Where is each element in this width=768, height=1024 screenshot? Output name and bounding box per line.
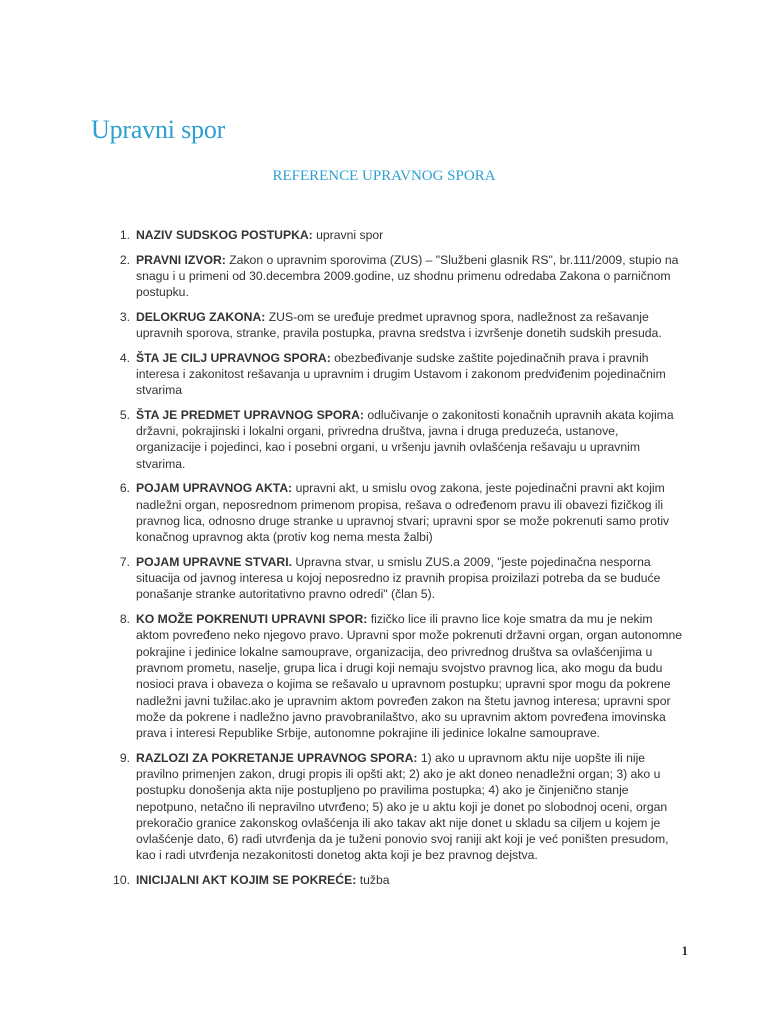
item-term: INICIJALNI AKT KOJIM SE POKREĆE:	[136, 873, 357, 888]
page-number: 1	[681, 943, 688, 958]
item-text: tužba	[356, 873, 390, 888]
item-term: RAZLOZI ZA POKRETANJE UPRAVNOG SPORA:	[136, 750, 418, 765]
item-term: POJAM UPRAVNE STVARI.	[136, 554, 292, 569]
item-term: KO MOŽE POKRENUTI UPRAVNI SPOR:	[136, 612, 368, 627]
list-item	[106, 611, 686, 741]
item-term: PRAVNI IZVOR:	[136, 252, 226, 267]
item-text: fizičko lice ili pravno lice koje smatra da mu je nekim aktom povređeno neko njegovo pravo. Upravni spor može pokrenuti državni organ, organ autonomne pokrajine i jedinice lokalne samouprave, organizacija, deo privrednog društva sa ovlašćenjima u pravnom prometu, naselje, grupa lica i drugi koji nemaju svojstvo pravnog lica, ako mogu da budu nosioci prava i obaveza o kojima se rešavalo u upravnom postupku; upravni spor mogu da pokrene nadležni javni tužilac.ako je upravnim aktom povređen zakon na štetu javnog interesa; upravni spor može da pokrene i nadležno javno pravobranilaštvo, ako su upravnim aktom povređena imovinska prava i interesi Republike Srbije, autonomne pokrajine ili jedinice lokalne samouprave.	[136, 612, 683, 741]
item-number: 3.	[119, 309, 130, 324]
document-subtitle: REFERENCE UPRAVNOG SPORA	[272, 168, 496, 184]
list-item	[106, 227, 686, 243]
item-number: 1.	[119, 228, 130, 242]
item-text: ZUS-om se uređuje predmet upravnog spora, nadležnost za rešavanje upravnih sporova, stranke, pravila postupka, pravna sredstva i izvršenje donetih sudskih presuda.	[136, 309, 662, 341]
list-item	[106, 350, 686, 399]
list-item	[106, 252, 686, 301]
list-item	[106, 407, 686, 472]
item-term: ŠTA JE CILJ UPRAVNOG SPORA:	[136, 350, 331, 365]
item-number: 6.	[119, 481, 130, 496]
item-term: DELOKRUG ZAKONA:	[136, 309, 266, 324]
item-text: upravni spor	[312, 228, 384, 242]
item-term: ŠTA JE PREDMET UPRAVNOG SPORA:	[136, 407, 364, 422]
item-number: 7.	[119, 554, 130, 569]
list-item	[106, 480, 686, 545]
list-item	[106, 872, 686, 888]
list-item	[106, 750, 686, 864]
item-number: 8.	[119, 612, 130, 627]
list-item	[106, 554, 686, 603]
item-number: 10.	[113, 873, 130, 888]
item-text: Zakon o upravnim sporovima (ZUS) – "Službeni glasnik RS", br.111/2009, stupio na snagu i u primeni od 30.decembra 2009.godine, uz shodnu primenu odredaba Zakona o parničnom postupku.	[136, 252, 679, 300]
item-text: odlučivanje o zakonitosti konačnih upravnih akata kojima državni, pokrajinski i lokalni organi, privredna društva, javna i druga preduzeća, ustanove, organizacije i pojedinci, kao i posebni organi, u vršenju javnih ovlašćenja rešavaju u upravnim stvarima.	[136, 407, 674, 471]
item-text: 1) ako u upravnom aktu nije uopšte ili nije pravilno primenjen zakon, drugi propis ili opšti akt; 2) ako je akt doneo nenadležni organ; 3) ako u postupku donošenja akta nije postupljeno po pravilima postupka; 4) ako je činjenično stanje nepotpuno, netačno ili nepravilno utvrđeno; 5) ako je u aktu koji je donet po slobodnoj oceni, organ prekoračio granice zakonskog ovlašćenja ili ako takav akt nije donet u skladu sa ciljem u kojem je ovlašćenje dato, 6) radi utvrđenja da je tuženi ponovio svoj raniji akt koji je već poništen presudom, kao i radi utvrđenja nezakonitosti donetog akta koji je bez pravnog dejstva.	[136, 750, 669, 863]
item-term: NAZIV SUDSKOG POSTUPKA:	[136, 228, 313, 242]
item-term: POJAM UPRAVNOG AKTA:	[136, 481, 293, 496]
list-item	[106, 309, 686, 342]
item-number: 2.	[119, 252, 130, 267]
item-number: 4.	[119, 350, 130, 365]
item-text: upravni akt, u smislu ovog zakona, jeste pojedinačni pravni akt kojim nadležni organ, neposrednom primenom propisa, rešava o određenom pravu ili obavezi fizičkog ili pravnog lica, odnosno druge stranke u upravnoj stvari; upravni spor se može pokrenuti samo protiv konačnog upravnog akta (protiv kog nema mesta žalbi)	[136, 481, 670, 545]
reference-list	[106, 227, 686, 897]
item-text: obezbeđivanje sudske zaštite pojedinačnih prava i pravnih interesa i zakonitost rešavanja u upravnim i drugim Ustavom i zakonom predviđenim pojedinačnim stvarima	[136, 350, 666, 398]
item-text: Upravna stvar, u smislu ZUS.a 2009, "jeste pojedinačna nesporna situacija od javnog interesa u kojoj neposredno iz pravnih propisa proizilazi potreba da se buduće ponašanje stranke autoritativno pravno odredi" (član 5).	[136, 554, 661, 602]
item-number: 9.	[119, 750, 130, 765]
item-number: 5.	[119, 407, 130, 422]
document-title: Upravni spor	[91, 115, 226, 144]
